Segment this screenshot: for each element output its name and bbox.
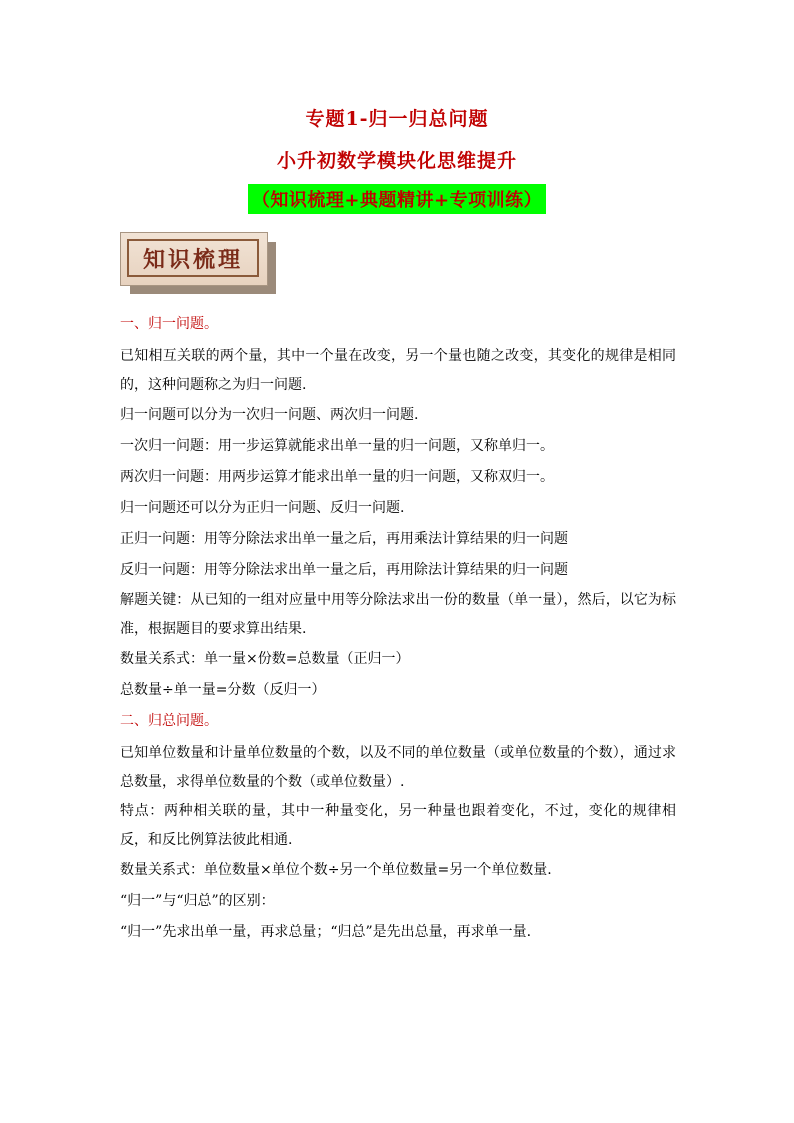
document-subtitle: 小升初数学模块化思维提升 — [276, 150, 517, 172]
formula-line: 数量关系式：单位数量×单位个数÷另一个单位数量=另一个单位数量. — [120, 862, 552, 878]
paragraph: 已知相互关联的两个量，其中一个量在改变，另一个量也随之改变，其变化的规律是相同的，这种问题称之为归一问题. — [120, 348, 676, 393]
badge-label: 知识梳理 — [127, 239, 259, 277]
highlighted-subtitle-row — [0, 184, 794, 214]
section-badge — [120, 232, 278, 296]
highlighted-subtitle: （知识梳理+典题精讲+专项训练） — [248, 184, 546, 214]
paragraph: 反归一问题：用等分除法求出单一量之后，再用除法计算结果的归一问题 — [120, 562, 568, 578]
paragraph: 正归一问题：用等分除法求出单一量之后，再用乘法计算结果的归一问题 — [120, 531, 568, 547]
section-heading-guizong: 二、归总问题。 — [120, 713, 218, 729]
paragraph: 特点：两种相关联的量，其中一种量变化，另一种量也跟着变化，不过，变化的规律相反，和反比例算法彼此相通. — [120, 803, 676, 848]
document-title: 专题1-归一归总问题 — [305, 108, 489, 130]
formula-line: 数量关系式：单一量×份数=总数量（正归一） — [120, 651, 410, 667]
paragraph: 已知单位数量和计量单位数量的个数，以及不同的单位数量（或单位数量的个数），通过求总数量，求得单位数量的个数（或单位数量）. — [120, 745, 676, 790]
badge-frame — [120, 232, 268, 286]
formula-line: 总数量÷单一量=分数（反归一） — [120, 682, 326, 698]
paragraph: “归一”先求出单一量，再求总量；“归总”是先出总量，再求单一量. — [120, 924, 532, 940]
document-body — [120, 309, 676, 948]
paragraph: 两次归一问题：用两步运算才能求出单一量的归一问题，又称双归一。 — [120, 469, 554, 485]
paragraph: 解题关键：从已知的一组对应量中用等分除法求出一份的数量（单一量），然后，以它为标准，根据题目的要求算出结果. — [120, 592, 676, 637]
paragraph: “归一”与“归总”的区别： — [120, 893, 275, 909]
paragraph: 一次归一问题：用一步运算就能求出单一量的归一问题，又称单归一。 — [120, 438, 554, 454]
paragraph: 归一问题可以分为一次归一问题、两次归一问题. — [120, 407, 419, 423]
section-heading-guiyi: 一、归一问题。 — [120, 316, 218, 332]
paragraph: 归一问题还可以分为正归一问题、反归一问题. — [120, 500, 405, 516]
